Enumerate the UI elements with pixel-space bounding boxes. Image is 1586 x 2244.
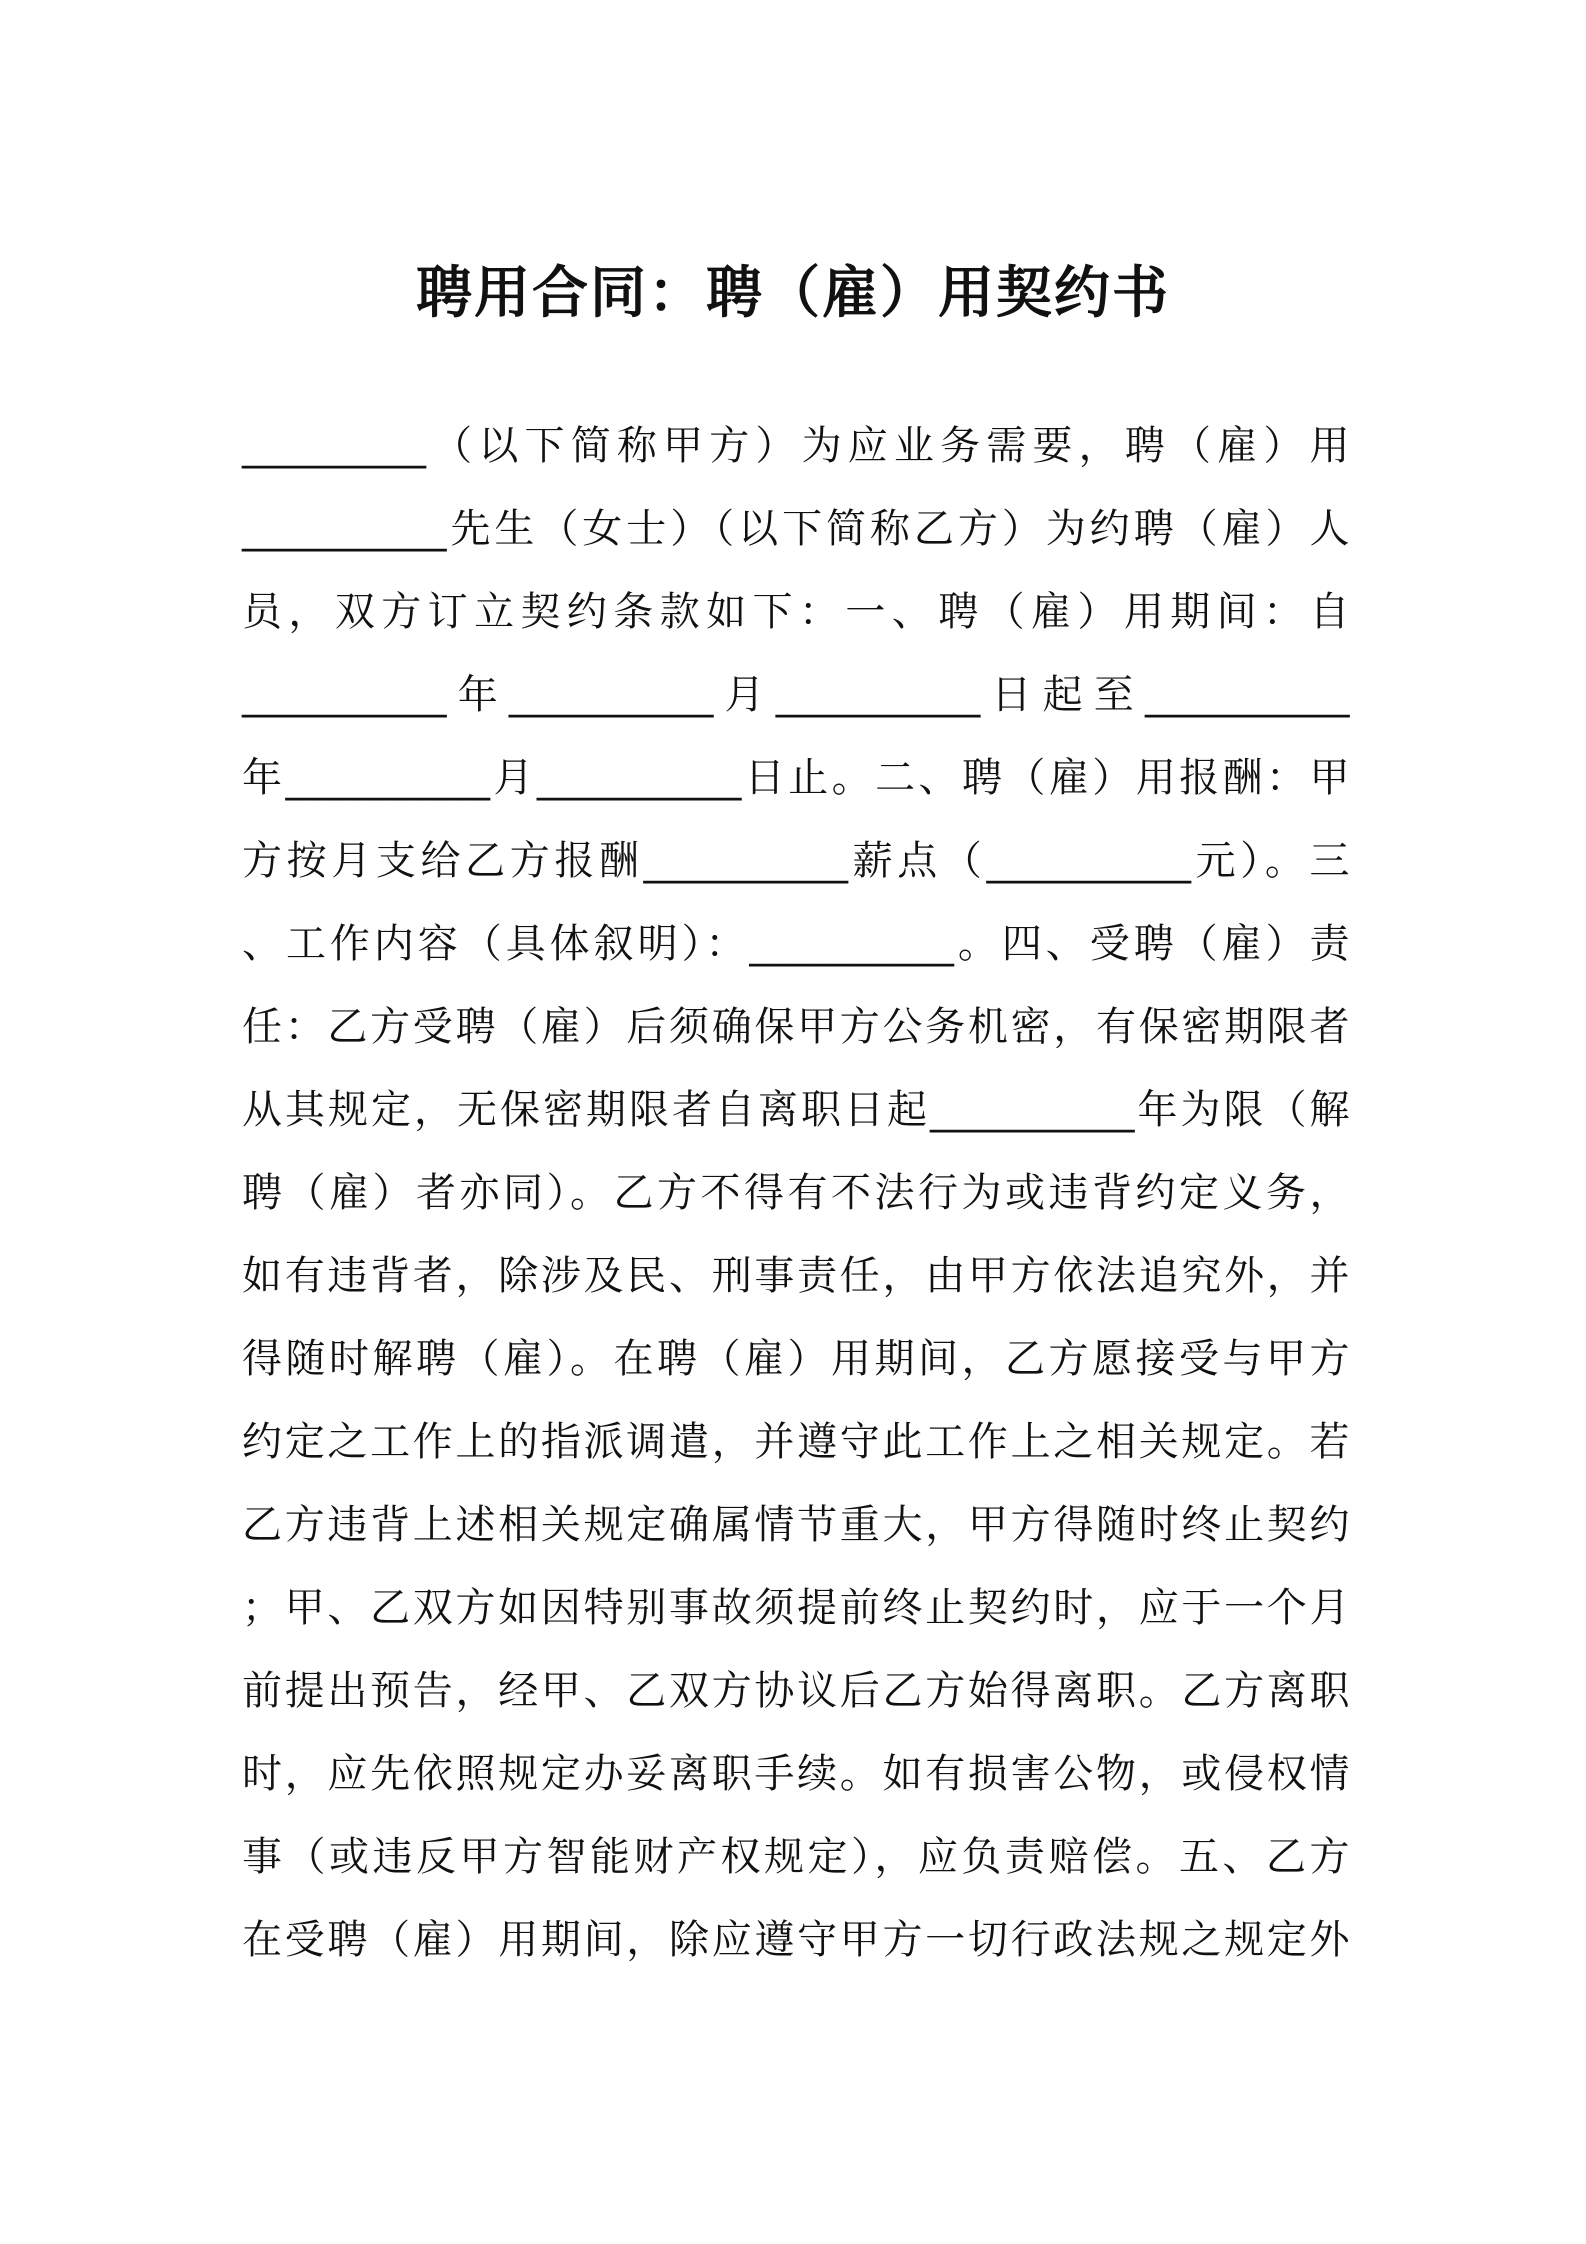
body-line-19: 在受聘（雇）用期间，除应遵守甲方一切行政法规之规定外 (242, 1917, 1350, 1963)
body-line-3: 员，双方订立契约条款如下：一、聘（雇）用期间：自 (242, 589, 1350, 635)
body-line-14: 乙方违背上述相关规定确属情节重大，甲方得随时终止契约 (242, 1502, 1350, 1548)
body-line-13: 约定之工作上的指派调遣，并遵守此工作上之相关规定。若 (242, 1419, 1350, 1465)
document-title: 聘用合同：聘（雇）用契约书 (416, 261, 1170, 326)
body-line-15: ；甲、乙双方如因特别事故须提前终止契约时，应于一个月 (242, 1585, 1350, 1631)
body-line-1: _________（以下简称甲方）为应业务需要，聘（雇）用 (242, 423, 1350, 469)
body-line-12: 得随时解聘（雇）。在聘（雇）用期间，乙方愿接受与甲方 (242, 1336, 1350, 1382)
body-line-8: 任：乙方受聘（雇）后须确保甲方公务机密，有保密期限者 (242, 1004, 1350, 1050)
body-line-9: 从其规定，无保密期限者自离职日起__________年为限（解 (242, 1087, 1350, 1133)
body-line-2: __________先生（女士）（以下简称乙方）为约聘（雇）人 (242, 506, 1350, 552)
body-line-5: 年__________月__________日止。二、聘（雇）用报酬：甲 (242, 755, 1350, 801)
body-line-4: __________年__________月__________日起至__________ (242, 672, 1350, 718)
body-line-16: 前提出预告，经甲、乙双方协议后乙方始得离职。乙方离职 (242, 1668, 1350, 1714)
body-line-10: 聘（雇）者亦同）。乙方不得有不法行为或违背约定义务， (242, 1170, 1350, 1216)
body-line-7: 、工作内容（具体叙明）：__________。四、受聘（雇）责 (242, 921, 1350, 967)
body-line-6: 方按月支给乙方报酬__________薪点（__________元）。三 (242, 838, 1350, 884)
body-line-11: 如有违背者，除涉及民、刑事责任，由甲方依法追究外，并 (242, 1253, 1350, 1299)
body-line-17: 时，应先依照规定办妥离职手续。如有损害公物，或侵权情 (242, 1751, 1350, 1797)
document-body (242, 405, 1350, 1982)
body-line-18: 事（或违反甲方智能财产权规定），应负责赔偿。五、乙方 (242, 1834, 1350, 1880)
